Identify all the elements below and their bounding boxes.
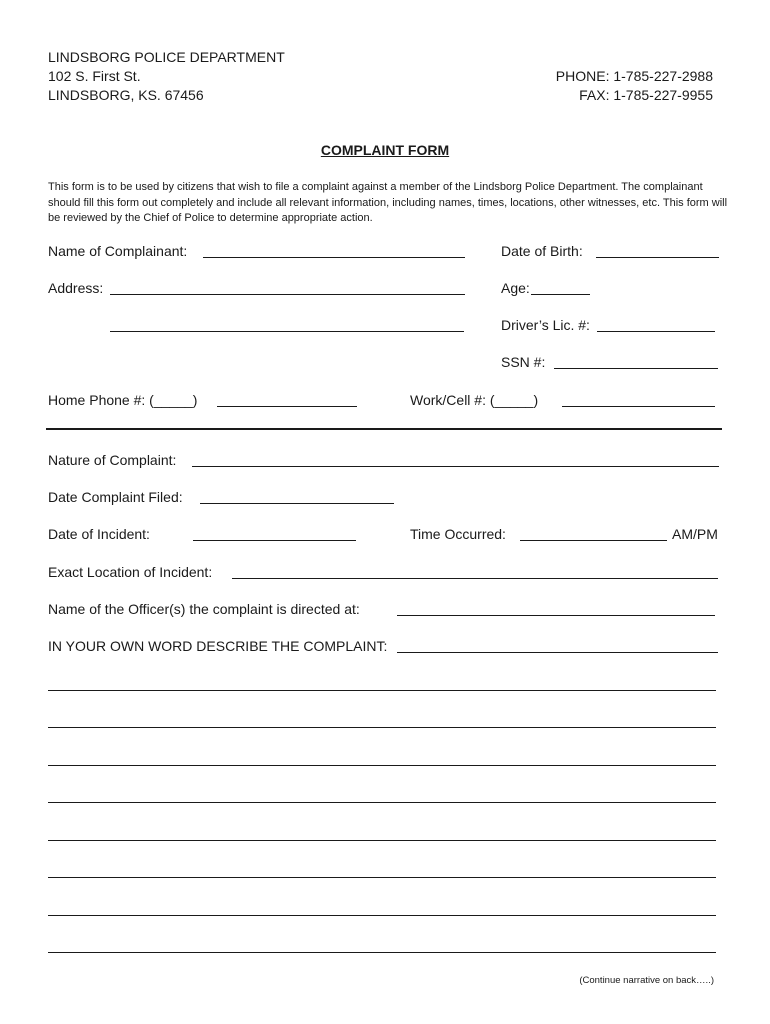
describe-label: IN YOUR OWN WORD DESCRIBE THE COMPLAINT: (48, 638, 388, 654)
describe-field[interactable] (397, 652, 718, 653)
drivers-lic-label: Driver’s Lic. #: (501, 317, 590, 333)
department-street: 102 S. First St. (48, 68, 141, 84)
narrative-line[interactable] (48, 765, 716, 766)
narrative-line[interactable] (48, 802, 716, 803)
home-phone-field[interactable] (217, 406, 357, 407)
department-name: LINDSBORG POLICE DEPARTMENT (48, 49, 285, 65)
time-occurred-field[interactable] (520, 540, 667, 541)
address-label: Address: (48, 280, 104, 296)
dob-label: Date of Birth: (501, 243, 583, 259)
narrative-line[interactable] (48, 952, 716, 953)
date-filed-field[interactable] (200, 503, 394, 504)
name-field[interactable] (203, 257, 465, 258)
narrative-line[interactable] (48, 727, 716, 728)
ssn-label: SSN #: (501, 354, 546, 370)
drivers-lic-field[interactable] (597, 331, 715, 332)
time-occurred-label: Time Occurred: (410, 526, 506, 542)
ssn-field[interactable] (554, 368, 718, 369)
age-field[interactable] (531, 294, 590, 295)
form-intro: This form is to be used by citizens that wish to file a complaint against a member of the Lindsborg Police Department. The complainant should fill this form out completely and include all relevant information, including names, times, locations, other witnesses, etc. This form will be reviewed by the Chief of Police to determine appropriate action. (48, 181, 728, 224)
narrative-line[interactable] (48, 690, 716, 691)
nature-field[interactable] (192, 466, 719, 467)
dob-field[interactable] (596, 257, 719, 258)
address-field-line1[interactable] (110, 294, 465, 295)
department-phone: PHONE: 1-785-227-2988 (555, 68, 713, 84)
work-phone-field[interactable] (562, 406, 715, 407)
continue-note: (Continue narrative on back…..) (579, 975, 714, 986)
department-city: LINDSBORG, KS. 67456 (48, 87, 204, 103)
work-phone-label: Work/Cell #: (_____) (410, 392, 539, 408)
officer-label: Name of the Officer(s) the complaint is directed at: (48, 601, 360, 617)
date-incident-label: Date of Incident: (48, 526, 150, 542)
ampm-label: AM/PM (672, 526, 718, 542)
officer-field[interactable] (397, 615, 715, 616)
narrative-line[interactable] (48, 915, 716, 916)
nature-label: Nature of Complaint: (48, 452, 177, 468)
narrative-line[interactable] (48, 877, 716, 878)
home-phone-label: Home Phone #: (_____) (48, 392, 198, 408)
address-field-line2[interactable] (110, 331, 464, 332)
location-field[interactable] (232, 578, 718, 579)
age-label: Age: (501, 280, 530, 296)
date-incident-field[interactable] (193, 540, 356, 541)
department-fax: FAX: 1-785-227-9955 (579, 87, 713, 103)
form-title: COMPLAINT FORM (320, 142, 450, 158)
name-label: Name of Complainant: (48, 243, 188, 259)
location-label: Exact Location of Incident: (48, 564, 213, 580)
narrative-line[interactable] (48, 840, 716, 841)
section-divider (46, 428, 722, 430)
date-filed-label: Date Complaint Filed: (48, 489, 183, 505)
